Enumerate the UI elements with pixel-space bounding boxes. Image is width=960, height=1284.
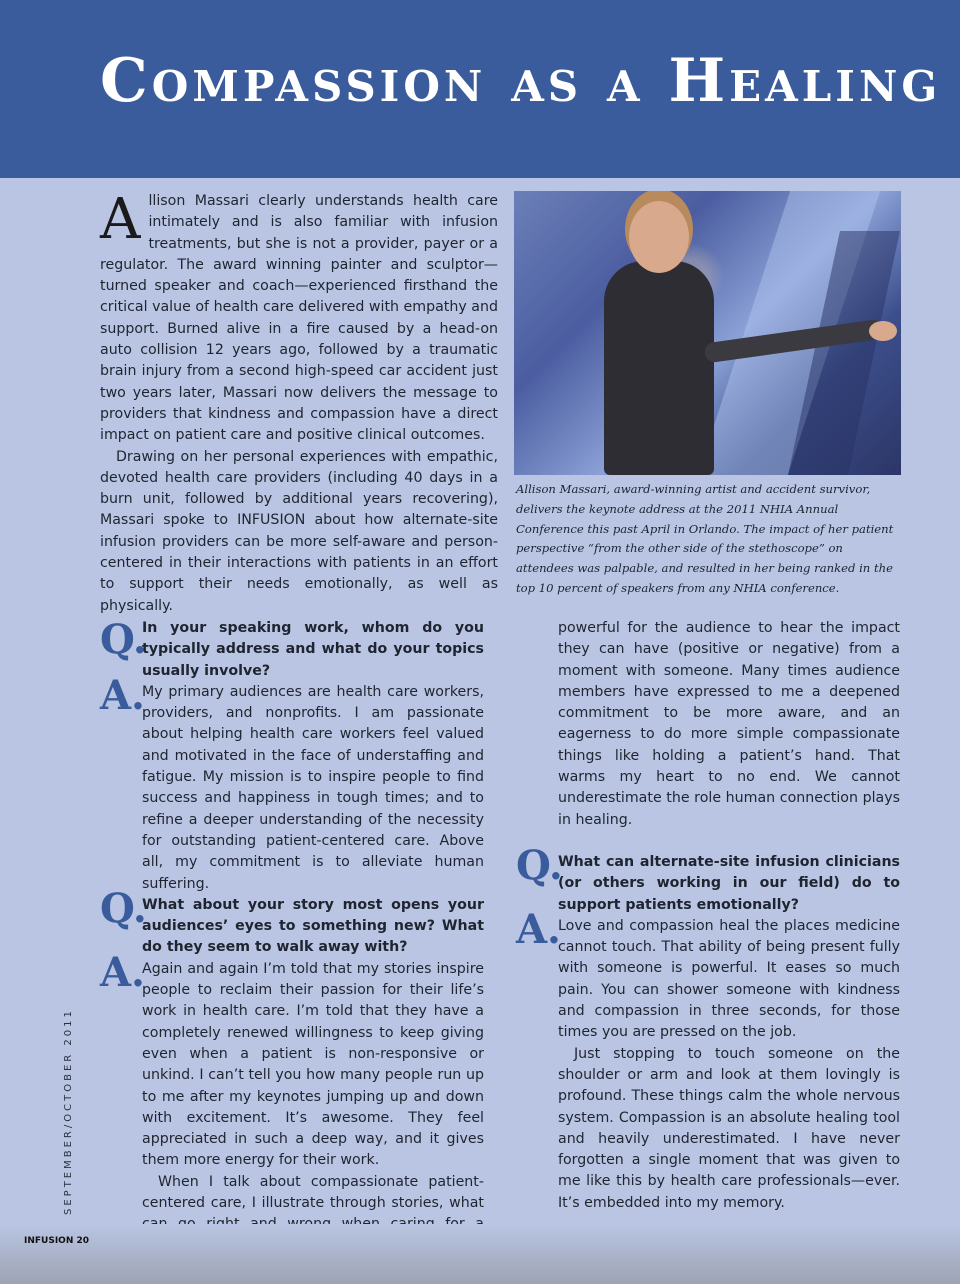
speaker-hand — [869, 321, 897, 341]
answer-3-paragraph-2: Just stopping to touch someone on the shoulder or arm and look at them lovingly is profound. These things calm the whole nervous system. Compassion is an absolute healing tool and heavily underestimated. I have never forgotten a single moment that was given to me like this by health care professionals—ever. It’s embedded into my memory. — [558, 1045, 900, 1211]
qa-right-column — [516, 618, 900, 1214]
a-marker: A. — [100, 948, 145, 996]
speaker-head — [629, 201, 689, 273]
answer-2 — [100, 948, 484, 1257]
qa-left-column — [100, 618, 484, 1257]
magazine-name: INFUSION — [24, 1236, 74, 1246]
intro-paragraph-1 — [100, 187, 498, 447]
question-3-text: What can alternate-site infusion clinicians (or others working in our field) do to support patients emotionally? — [558, 853, 900, 913]
speaker-figure — [604, 261, 714, 475]
q-marker: Q. — [100, 616, 147, 663]
q-marker: Q. — [100, 884, 147, 932]
q-marker: Q. — [516, 841, 563, 889]
answer-1-text: My primary audiences are health care workers, providers, and nonprofits. I am passionate about helping health care workers feel valued and motivated in the face of understaffing and fatigue. My mission is to inspire people to find success and happiness in tough times; and to refine a deeper understanding of the necessity for outstanding patient-centered care. Above all, my commitment is to alleviate human suffering. — [142, 683, 484, 892]
answer-1 — [100, 671, 484, 895]
a-marker: A. — [516, 905, 561, 953]
question-3 — [516, 841, 900, 916]
page-footer — [0, 1224, 960, 1284]
speaker-photo — [514, 191, 901, 475]
page-number: 20 — [76, 1236, 90, 1246]
issue-date: SEPTEMBER/OCTOBER 2011 — [63, 1008, 74, 1215]
answer-3 — [516, 905, 900, 1214]
question-2 — [100, 884, 484, 959]
intro-paragraph-1-text: llison Massari clearly understands health care intimately and is also familiar with infusion treatments, but she is not a provider, payer or a regulator. The award winning painter and sculptor—turned speaker and coach—experienced firsthand the critical value of health care delivered with empathy and support. Burned alive in a fire caused by a head-on auto collision 12 years ago, followed by a traumatic brain injury from a second high-speed car accident just two years later, Massari now delivers the message to providers that kindness and compassion have a direct impact on patient care and positive clinical outcomes. — [100, 193, 498, 444]
answer-2-paragraph-2: When I talk about compassionate patient-centered care, I illustrate through stories, what — [142, 1173, 484, 1212]
question-1-text: In your speaking work, whom do you typically address and what do your topics usually involve? — [142, 620, 484, 679]
footer-label — [24, 1236, 89, 1246]
intro-paragraph-2: Drawing on her personal experiences with empathic, devoted health care providers (including 40 days in a burn unit, followed by additional years recovering), Massari spoke to INFUSION about how alternate-site infusion providers can be more self-aware and person-centered in their interactions with patients in an effort to support their needs emotionally, as well as physically. — [100, 448, 498, 614]
photo-caption: Allison Massari, award-winning artist and accident survivor, delivers the keynote address at the 2011 NHIA Annual Conference this past April in Orlando. The impact of her patient perspective “from the other side of the stethoscope” on attendees was palpable, and resulted in her being ranked in the top 10 percent of speakers from any NHIA conference. — [516, 482, 894, 595]
drop-cap: A — [100, 187, 141, 252]
question-2-text: What about your story most opens your audiences’ eyes to something new? What do they seem to walk away with? — [142, 896, 484, 956]
question-1 — [100, 618, 484, 682]
a-marker: A. — [100, 671, 145, 719]
answer-3-text: Love and compassion heal the places medicine cannot touch. That ability of being present fully with someone is powerful. It eases so much pain. You can shower someone with kindness and compassion in three seconds, for those times you are pressed on the job. — [558, 917, 900, 1041]
article-title: Compassion as a Healing — [100, 46, 942, 116]
intro-text — [100, 187, 498, 617]
answer-2-text: Again and again I’m told that my stories inspire people to reclaim their passion for their life’s work in health care. I’m told that they have a completely renewed willingness to keep giving even when a patient is non-responsive or unkind. I can’t tell you how many people run up to me after my keynotes jumping up and down with excitement. It’s awesome. They feel appreciated in such a deep way, and it gives them more energy for their work. — [142, 960, 484, 1169]
spacer — [516, 831, 900, 852]
answer-2-continued: powerful for the audience to hear the impact they can have (positive or negative) from a moment with someone. Many times audience members have expressed to me a deepened commitment to be more aware, and an eagerness to do more simple compassionate things like holding a patient’s hand. That warms my heart to no end. We cannot underestimate the role human connection plays in healing. — [558, 620, 900, 828]
